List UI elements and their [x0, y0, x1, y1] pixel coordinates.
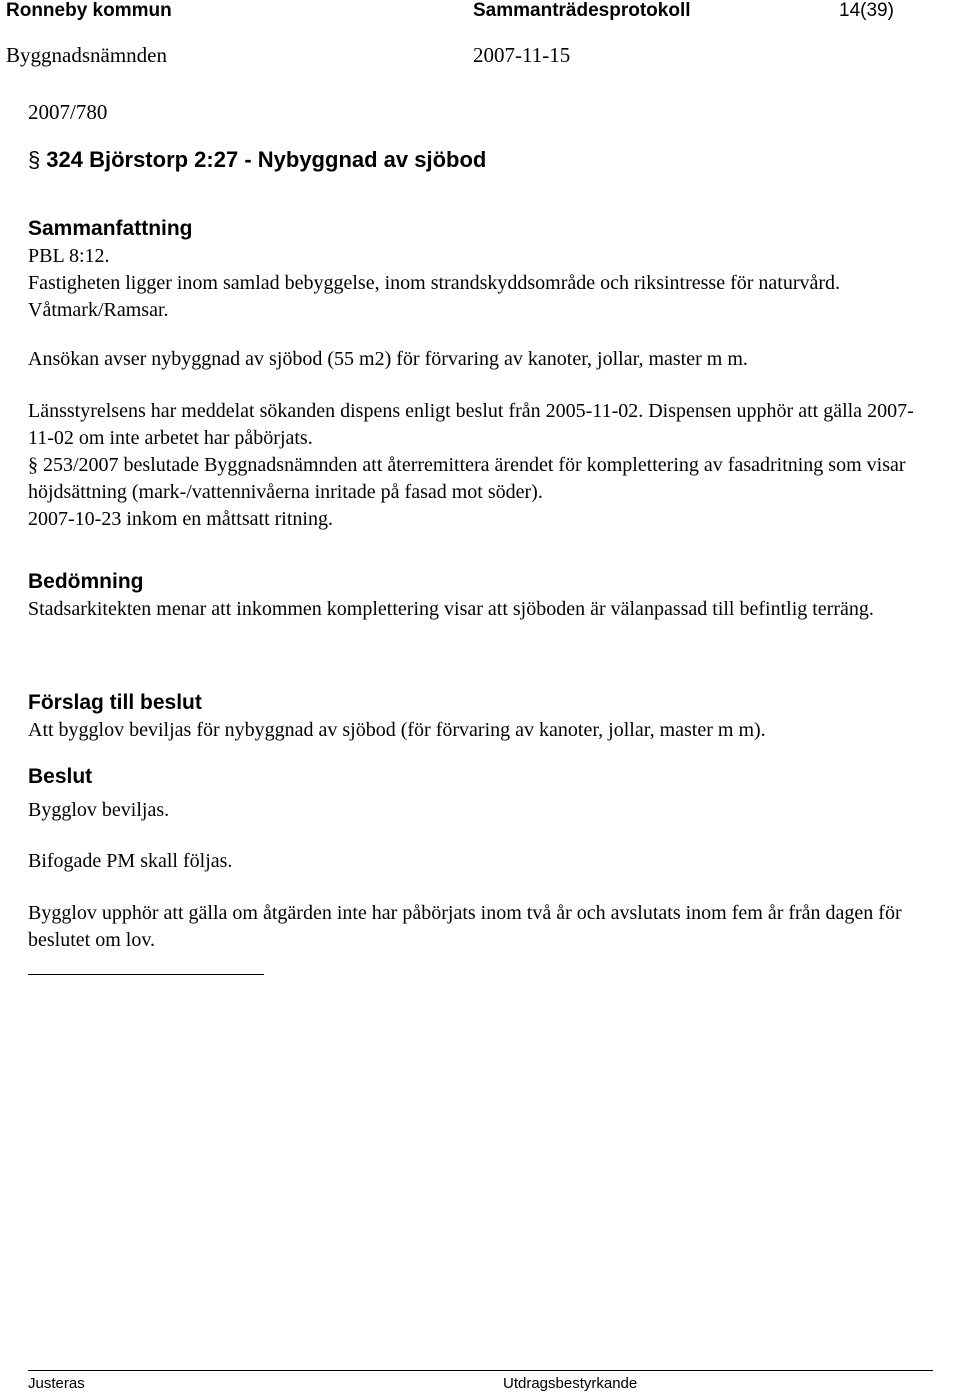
proposal-text: Att bygglov beviljas för nybyggnad av sjöbod (för förvaring av kanoter, jollar, master m m).: [28, 719, 766, 741]
case-number: 2007/780: [28, 100, 108, 124]
decision-heading: Beslut: [28, 765, 93, 788]
summary-paragraph-1: PBL 8:12. Fastigheten ligger inom samlad bebyggelse, inom strandskyddsområde och riksintresse för naturvård. Våtmark/Ramsar.: [28, 245, 841, 321]
decision-line-2: Bifogade PM skall följas.: [28, 850, 233, 872]
assessment-heading: Bedömning: [28, 570, 144, 593]
signature-divider: [28, 974, 264, 975]
case-title-text: 324 Björstorp 2:27 - Nybyggnad av sjöbod: [46, 147, 487, 172]
document-type: Sammanträdesprotokoll: [473, 0, 691, 21]
paragraph-sign: §: [28, 147, 41, 172]
summary-heading: Sammanfattning: [28, 217, 193, 240]
footer-utdragsbestyrkande: Utdragsbestyrkande: [503, 1375, 638, 1392]
decision-line-3: Bygglov upphör att gälla om åtgärden inte har påbörjats inom två år och avslutats inom fem år från dagen för beslutet om lov.: [28, 902, 902, 951]
proposal-heading: Förslag till beslut: [28, 691, 202, 714]
decision-line-1: Bygglov beviljas.: [28, 799, 170, 821]
meeting-date: 2007-11-15: [473, 43, 571, 67]
assessment-text: Stadsarkitekten menar att inkommen komplettering visar att sjöboden är välanpassad till befintlig terräng.: [28, 598, 874, 620]
committee-name: Byggnadsnämnden: [6, 43, 167, 67]
footer-divider: [28, 1370, 933, 1371]
summary-paragraph-3: Länsstyrelsens har meddelat sökanden dispens enligt beslut från 2005-11-02. Dispensen upphör att gälla 2007-11-02 om inte arbetet har påbörjats. § 253/2007 beslutade Byggnadsnämnden att återremittera ärendet för komplettering av fasadritning som visar höjdsättning (mark-/vattennivåerna inritade på fasad mot söder). 2007-10-23 inkom en måttsatt ritning.: [28, 400, 914, 530]
summary-paragraph-2: Ansökan avser nybyggnad av sjöbod (55 m2) för förvaring av kanoter, jollar, master m m.: [28, 348, 748, 370]
footer-justeras: Justeras: [28, 1375, 85, 1392]
case-title: [28, 147, 486, 173]
page-number: 14(39): [839, 0, 894, 21]
organization-name: Ronneby kommun: [6, 0, 172, 21]
